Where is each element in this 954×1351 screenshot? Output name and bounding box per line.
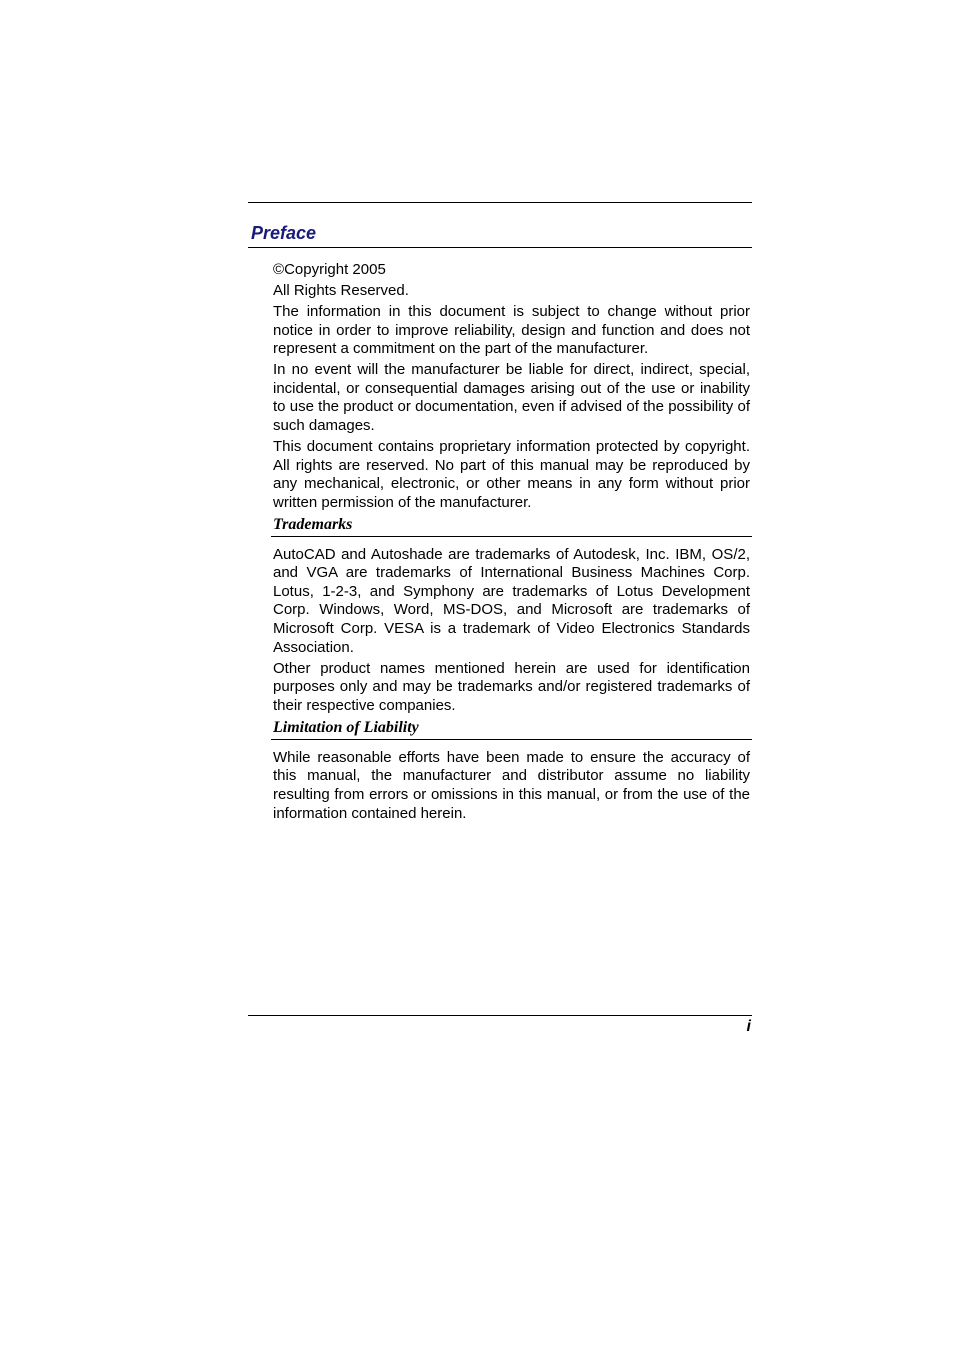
- copyright-line: [273, 261, 750, 280]
- document-body: [273, 261, 750, 826]
- liability-paragraph: While reasonable efforts have been made to ensure the accuracy of this manual, the manufacturer and distributor assume no liability resulting from errors or omissions in this manual, or from the use of the information contained herein.: [273, 748, 750, 822]
- footer-rule: [248, 1015, 752, 1016]
- copyright-symbol: ©: [273, 261, 285, 278]
- rights-reserved-line: All Rights Reserved.: [273, 281, 409, 299]
- preface-paragraph: This document contains proprietary information protected by copyright. All rights are reserved. No part of this manual may be reproduced by any mechanical, electronic, or other means in any form without prior written permission of the manufacturer.: [273, 437, 750, 511]
- copyright-text: Copyright 2005: [284, 261, 386, 278]
- trademarks-heading: Trademarks: [273, 515, 353, 533]
- liability-heading: Limitation of Liability: [273, 718, 419, 736]
- preface-paragraph: The information in this document is subject to change without prior notice in order to improve reliability, design and function and does not represent a commitment on the part of the manufacturer.: [273, 302, 750, 358]
- title-underline-rule: [248, 247, 752, 248]
- preface-paragraph: In no event will the manufacturer be liable for direct, indirect, special, incidental, or consequential damages arising out of the use or inability to use the product or documentation, even if advised of the possibility of such damages.: [273, 361, 750, 434]
- trademarks-paragraph: AutoCAD and Autoshade are trademarks of Autodesk, Inc. IBM, OS/2, and VGA are trademarks of International Business Machines Corp. Lotus, 1-2-3, and Symphony are trademarks of Lotus Development Corp. Windows, Word, MS-DOS, and Microsoft are trademarks of Microsoft Corp. VESA is a trademark of Video Electronics Standards Association.: [273, 545, 750, 656]
- page-title: Preface: [251, 223, 317, 243]
- page-number: i: [746, 1018, 751, 1035]
- trademarks-paragraph: Other product names mentioned herein are used for identification purposes only and may be trademarks and/or registered trademarks of their respective companies.: [273, 659, 750, 714]
- header-top-rule: [248, 202, 752, 203]
